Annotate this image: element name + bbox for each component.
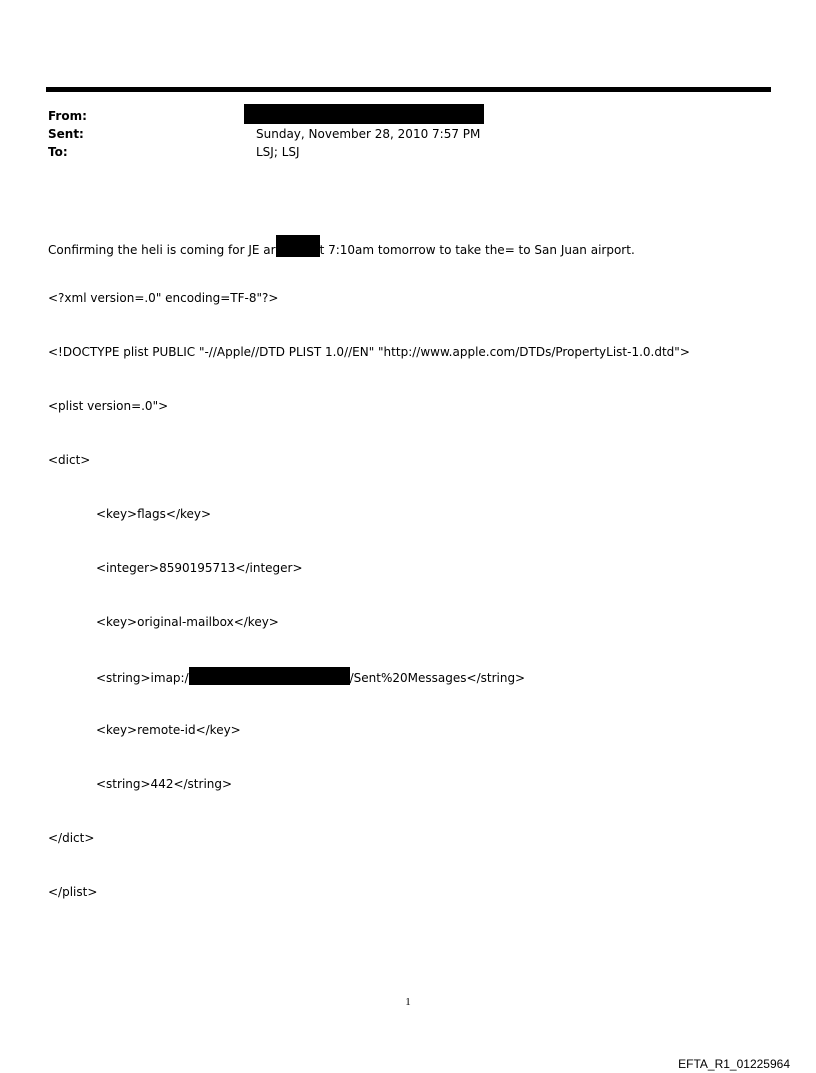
body-text-segment: Confirming the heli is coming for JE ar [48,243,276,257]
sent-label: Sent: [48,127,84,141]
to-label: To: [48,145,68,159]
body-line: </plist> [48,885,98,899]
body-text-segment: t 7:10am tomorrow to take the= to San Juan airport. [319,243,635,257]
email-body [48,199,768,919]
body-line: <string>442</string> [96,777,233,791]
page-number: 1 [405,996,411,1008]
body-redaction [276,235,320,257]
header-divider [46,87,771,92]
sent-value: Sunday, November 28, 2010 7:57 PM [256,127,481,141]
body-line: <integer>8590195713</integer> [96,561,303,575]
body-line: </dict> [48,831,95,845]
body-text-segment: /Sent%20Messages</string> [349,671,526,685]
from-redaction [244,104,484,124]
body-line: <?xml version=.0" encoding=TF-8"?> [48,291,279,305]
body-line: <key>flags</key> [96,507,212,521]
body-text-segment: <string>imap:/ [96,671,189,685]
to-value: LSJ; LSJ [256,145,300,159]
body-line: <key>original-mailbox</key> [96,615,279,629]
body-line: <dict> [48,453,91,467]
body-line: <!DOCTYPE plist PUBLIC "-//Apple//DTD PLIST 1.0//EN" "http://www.apple.com/DTDs/PropertyList-1.0.dtd"> [48,345,690,359]
body-line [48,235,768,257]
body-line: <plist version=.0"> [48,399,169,413]
body-line: <key>remote-id</key> [96,723,241,737]
bates-number: EFTA_R1_01225964 [678,1057,790,1071]
body-redaction [189,667,350,685]
body-line [48,667,768,685]
from-label: From: [48,109,87,123]
